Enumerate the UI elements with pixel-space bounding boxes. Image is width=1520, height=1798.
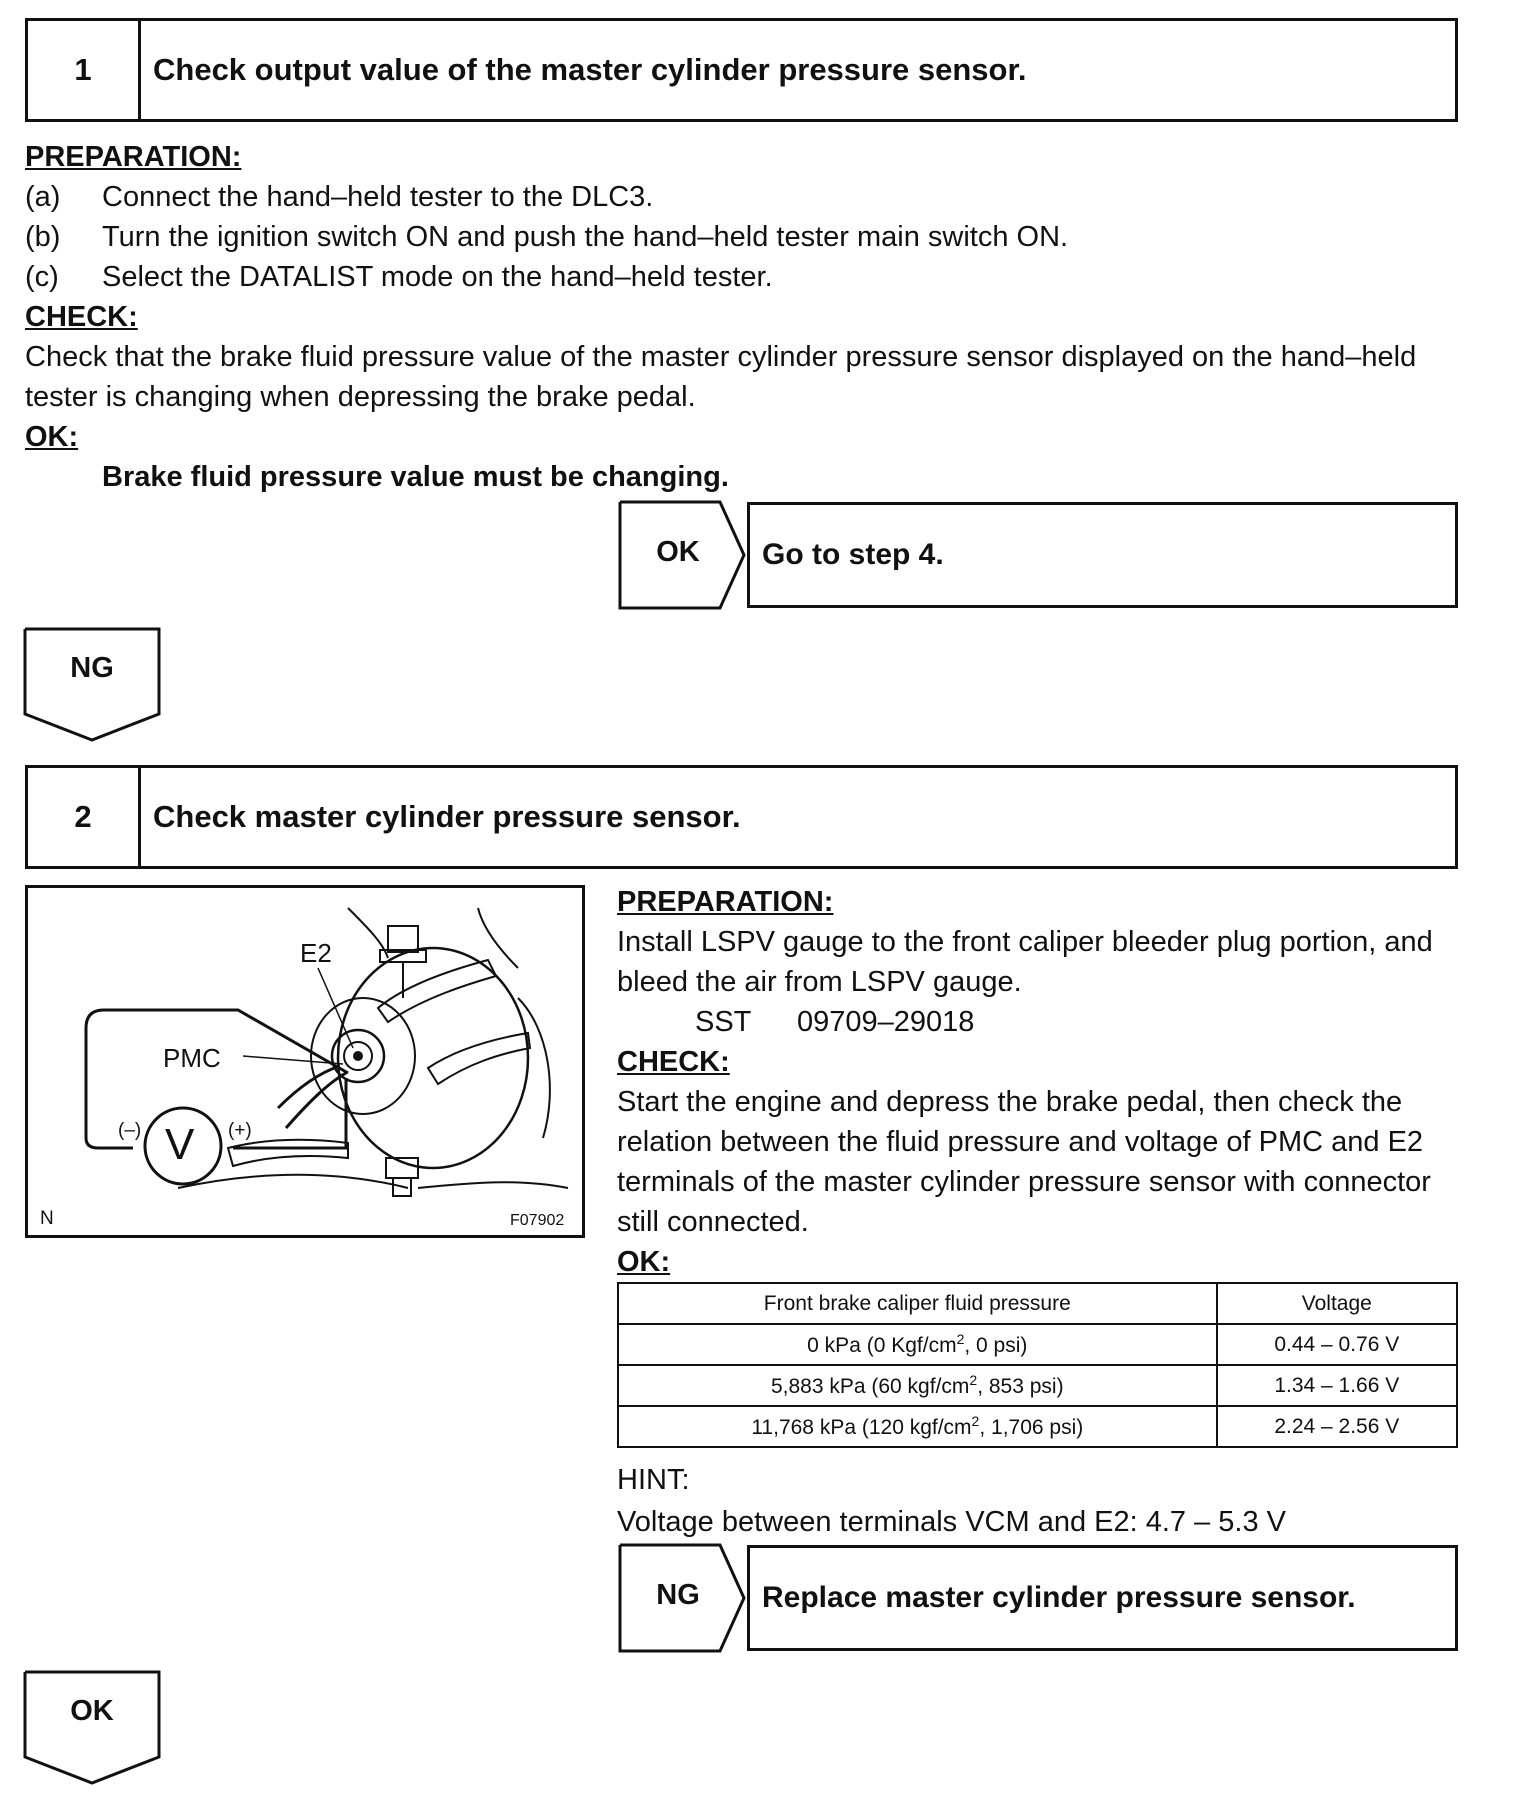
check-line-2: tester is changing when depressing the brake pedal.	[25, 381, 696, 413]
table-header-row	[618, 1283, 1457, 1324]
prep-line-2: bleed the air from LSPV gauge.	[617, 966, 1022, 998]
table-cell-pressure: 5,883 kPa (60 kgf/$cm^2$, 853 psi)	[618, 1365, 1217, 1406]
prep-item-b-text: Turn the ignition switch ON and push the hand–held tester main switch ON.	[102, 221, 1069, 253]
ng-branch-label: NG	[656, 1579, 700, 1611]
table-row	[618, 1365, 1457, 1406]
ok-branch-result: Go to step 4.	[747, 502, 1458, 608]
figure-label-e2: E2	[300, 938, 332, 968]
check-line-3: terminals of the master cylinder pressure sensor with connector	[617, 1166, 1431, 1198]
table-header-pressure: Front brake caliper fluid pressure	[618, 1283, 1217, 1324]
hint-text: Voltage between terminals VCM and E2: 4.7 – 5.3 V	[617, 1506, 1287, 1538]
ng-branch-result: Replace master cylinder pressure sensor.	[747, 1545, 1458, 1651]
ng-down-label: NG	[70, 652, 114, 684]
step-2-header	[25, 765, 1458, 869]
ok-requirement: Brake fluid pressure value must be changing.	[102, 461, 729, 493]
voltmeter-icon: V	[165, 1120, 195, 1169]
check-line-1: Start the engine and depress the brake pedal, then check the	[617, 1086, 1403, 1118]
figure-id: F07902	[510, 1212, 565, 1229]
prep-item-b-label: (b)	[25, 221, 61, 253]
figure-label-minus: (–)	[118, 1120, 142, 1141]
table-header-voltage: Voltage	[1217, 1283, 1457, 1324]
table-row	[618, 1324, 1457, 1365]
step-title: Check output value of the master cylinder pressure sensor.	[153, 52, 1027, 87]
table-row	[618, 1406, 1457, 1447]
table-cell-voltage: 1.34 – 1.66 V	[1217, 1365, 1457, 1406]
check-heading: CHECK:	[617, 1046, 730, 1078]
ng-down-arrow	[23, 627, 163, 743]
table-cell-pressure: 0 kPa (0 Kgf/$cm^2$, 0 psi)	[618, 1324, 1217, 1365]
ok-heading: OK:	[617, 1246, 671, 1278]
step-1-header	[25, 18, 1458, 122]
figure-label-plus: (+)	[228, 1120, 252, 1141]
prep-line-1: Install LSPV gauge to the front caliper bleeder plug portion, and	[617, 926, 1433, 958]
ok-down-arrow	[23, 1670, 163, 1786]
hint-heading: HINT:	[617, 1464, 690, 1496]
figure-label-pmc: PMC	[163, 1043, 221, 1073]
step-number: 2	[28, 768, 141, 866]
check-line-2: relation between the fluid pressure and voltage of PMC and E2	[617, 1126, 1424, 1158]
prep-item-a-text: Connect the hand–held tester to the DLC3.	[102, 181, 654, 213]
prep-item-a-label: (a)	[25, 181, 61, 213]
sst-value: 09709–29018	[797, 1006, 975, 1038]
spec-table	[617, 1282, 1458, 1448]
step-number: 1	[28, 21, 141, 119]
figure-corner-n: N	[40, 1208, 54, 1229]
table-cell-voltage: 0.44 – 0.76 V	[1217, 1324, 1457, 1365]
ok-down-label: OK	[70, 1695, 114, 1727]
table-cell-voltage: 2.24 – 2.56 V	[1217, 1406, 1457, 1447]
prep-item-c-text: Select the DATALIST mode on the hand–held tester.	[102, 261, 773, 293]
ok-heading: OK:	[25, 421, 79, 453]
sst-label: SST	[695, 1006, 752, 1038]
step-title: Check master cylinder pressure sensor.	[153, 799, 741, 834]
check-heading: CHECK:	[25, 301, 138, 333]
table-cell-pressure: 11,768 kPa (120 kgf/$cm^2$, 1,706 psi)	[618, 1406, 1217, 1447]
check-line-4: still connected.	[617, 1206, 809, 1238]
prep-item-c-label: (c)	[25, 261, 59, 293]
ok-branch-label: OK	[656, 536, 700, 568]
preparation-heading: PREPARATION:	[617, 886, 834, 918]
preparation-heading: PREPARATION:	[25, 141, 242, 173]
check-line-1: Check that the brake fluid pressure value of the master cylinder pressure sensor displayed on the hand–held	[25, 341, 1417, 373]
sensor-figure	[25, 885, 585, 1238]
